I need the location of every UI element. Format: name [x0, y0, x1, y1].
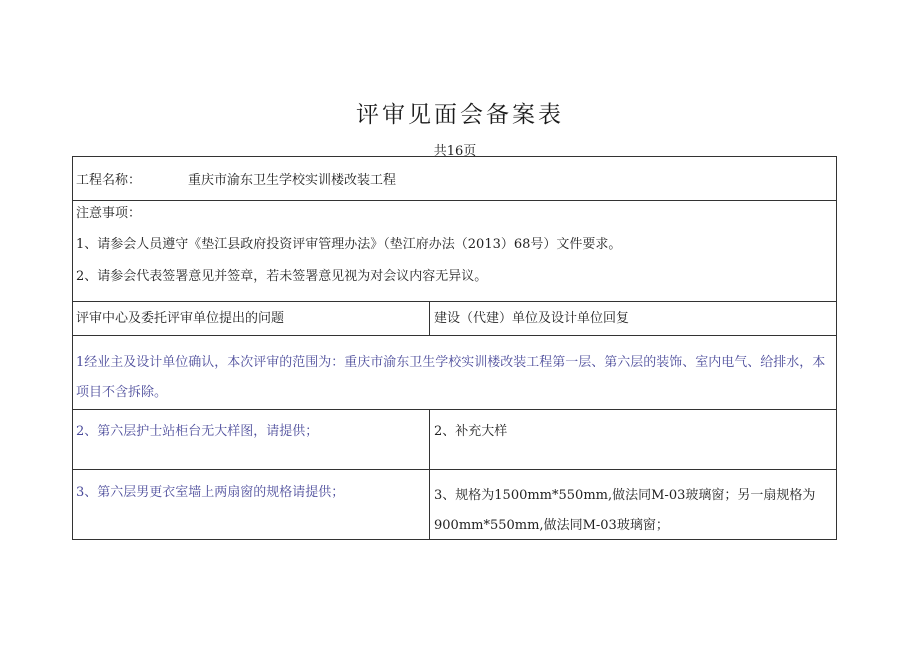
project-name: 重庆市渝东卫生学校实训楼改装工程 [188, 173, 397, 188]
filing-form-table [72, 156, 837, 540]
page-count: 共16页 [433, 144, 477, 159]
form-title: 评审见面会备案表 [356, 102, 564, 128]
table-row [73, 470, 836, 539]
table-row [73, 336, 836, 410]
table-row [73, 410, 836, 470]
column-header-replies: 建设（代建）单位及设计单位回复 [434, 311, 630, 326]
column-header-questions: 评审中心及委托评审单位提出的问题 [73, 302, 430, 335]
note-item: 2、请参会代表签署意见并签章，若未签署意见视为对会议内容无异议。 [76, 269, 488, 284]
project-row [73, 157, 836, 201]
question-text: 1经业主及设计单位确认，本次评审的范围为：重庆市渝东卫生学校实训楼改装工程第一层、第六层的装饰、室内电气、给排水，本项目不含拆除。 [76, 355, 826, 400]
reply-text: 3、规格为1500mm*550mm,做法同M-03玻璃窗；另一扇规格为900mm*550mm,做法同M-03玻璃窗； [434, 488, 816, 533]
question-text: 3、第六层男更衣室墙上两扇窗的规格请提供； [73, 470, 430, 539]
reply-text: 2、补充大样 [434, 424, 508, 439]
table-header-row [73, 302, 836, 336]
question-text: 2、第六层护士站柜台无大样图，请提供； [73, 410, 430, 469]
project-label: 工程名称： [76, 173, 142, 188]
notes-heading: 注意事项： [76, 206, 142, 221]
notes-section [73, 201, 836, 302]
note-item: 1、请参会人员遵守《垫江县政府投资评审管理办法》（垫江府办法（2013）68号）文件要求。 [76, 237, 622, 252]
